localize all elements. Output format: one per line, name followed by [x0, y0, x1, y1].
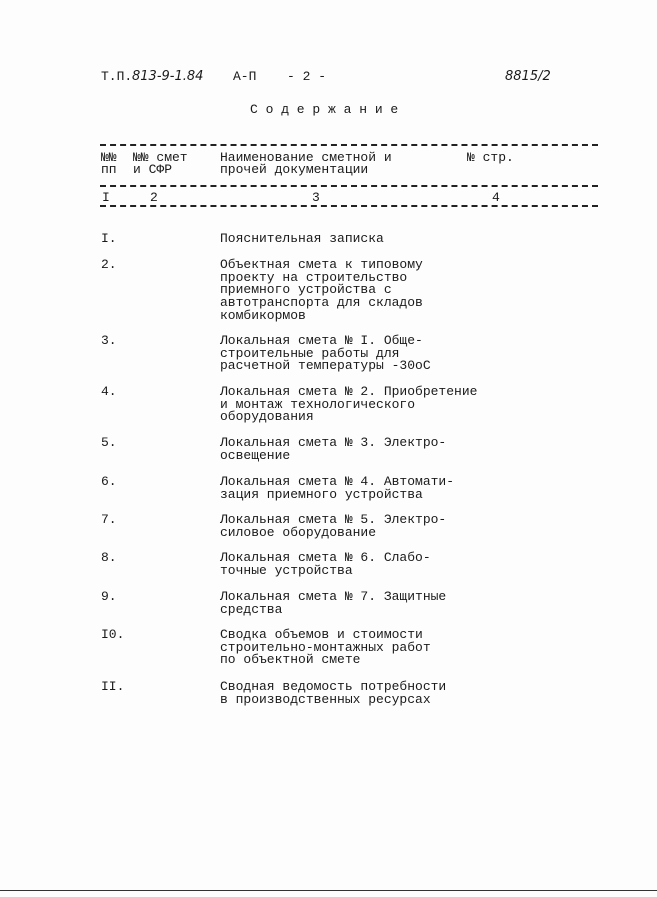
- item-number: 7.: [101, 512, 117, 527]
- header-col3-line1: Наименование сметной и: [220, 150, 392, 165]
- item-text-line: силовое оборудование: [220, 524, 377, 540]
- item-text-line: зация приемного устройства: [220, 486, 423, 502]
- header-col1-line2: пп: [101, 162, 117, 177]
- header-col1-line1: №№: [101, 150, 117, 165]
- item-text-line: Локальная смета № 5. Электро-: [220, 512, 447, 527]
- item-text-line: строительные работы для: [220, 345, 400, 361]
- item-text-line: Сводная ведомость потребности: [220, 679, 447, 694]
- item-text-line: приемного устройства с: [220, 282, 392, 298]
- page-number: - 2 -: [287, 69, 327, 84]
- item-number: II.: [101, 679, 125, 694]
- column-number-1: I: [102, 190, 110, 205]
- item-text-line: освещение: [220, 447, 291, 463]
- item-number: I.: [101, 231, 117, 246]
- item-number: 3.: [101, 333, 117, 348]
- header-col4: № стр.: [467, 150, 514, 165]
- column-number-4: 4: [492, 190, 500, 205]
- header-col2-line1: №№ смет: [133, 150, 188, 165]
- document-code-handwritten: 813-9-1.84: [132, 69, 204, 84]
- item-number: I0.: [101, 627, 125, 642]
- page-title: С о д е р ж а н и е: [250, 102, 399, 117]
- item-text-line: Локальная смета № 4. Автомати-: [220, 474, 455, 489]
- item-text-line: Сводка объемов и стоимости: [220, 627, 423, 642]
- item-text-line: Локальная смета № 2. Приобретение: [220, 384, 478, 399]
- document-code-prefix: Т.П.: [101, 69, 133, 84]
- item-text-line: Локальная смета № I. Обще-: [220, 333, 423, 348]
- item-text-line: по объектной смете: [220, 652, 361, 668]
- item-text-line: Пояснительная записка: [220, 231, 384, 246]
- column-number-2: 2: [150, 190, 158, 205]
- inventory-number: 8815/2: [505, 69, 551, 84]
- divider: [100, 205, 598, 207]
- header-col3-line2: прочей документации: [220, 162, 369, 177]
- item-number: 8.: [101, 550, 117, 565]
- header-col2-line2: и СФР: [133, 162, 173, 177]
- item-text-line: Локальная смета № 3. Электро-: [220, 435, 447, 450]
- item-text-line: Объектная смета к типовому: [220, 257, 423, 272]
- item-text-line: точные устройства: [220, 562, 353, 578]
- sheet-label: А-П: [233, 69, 257, 84]
- item-text-line: комбикормов: [220, 307, 306, 323]
- item-text-line: проекту на строительство: [220, 269, 408, 285]
- item-text-line: автотранспорта для складов: [220, 295, 423, 311]
- item-number: 5.: [101, 435, 117, 450]
- item-text-line: оборудования: [220, 409, 314, 425]
- page-bottom-edge: [0, 890, 657, 891]
- column-number-3: 3: [312, 190, 320, 205]
- divider: [100, 144, 598, 146]
- item-number: 2.: [101, 257, 117, 272]
- item-text-line: строительно-монтажных работ: [220, 639, 431, 655]
- divider: [100, 185, 598, 187]
- item-text-line: в производственных ресурсах: [220, 691, 431, 707]
- item-text-line: средства: [220, 601, 283, 617]
- item-number: 6.: [101, 474, 117, 489]
- item-text-line: Локальная смета № 6. Слабо-: [220, 550, 431, 565]
- item-text-line: Локальная смета № 7. Защитные: [220, 589, 447, 604]
- item-text-line: расчетной температуры -30оС: [220, 358, 431, 374]
- item-text-line: и монтаж технологического: [220, 396, 416, 412]
- item-number: 9.: [101, 589, 117, 604]
- item-number: 4.: [101, 384, 117, 399]
